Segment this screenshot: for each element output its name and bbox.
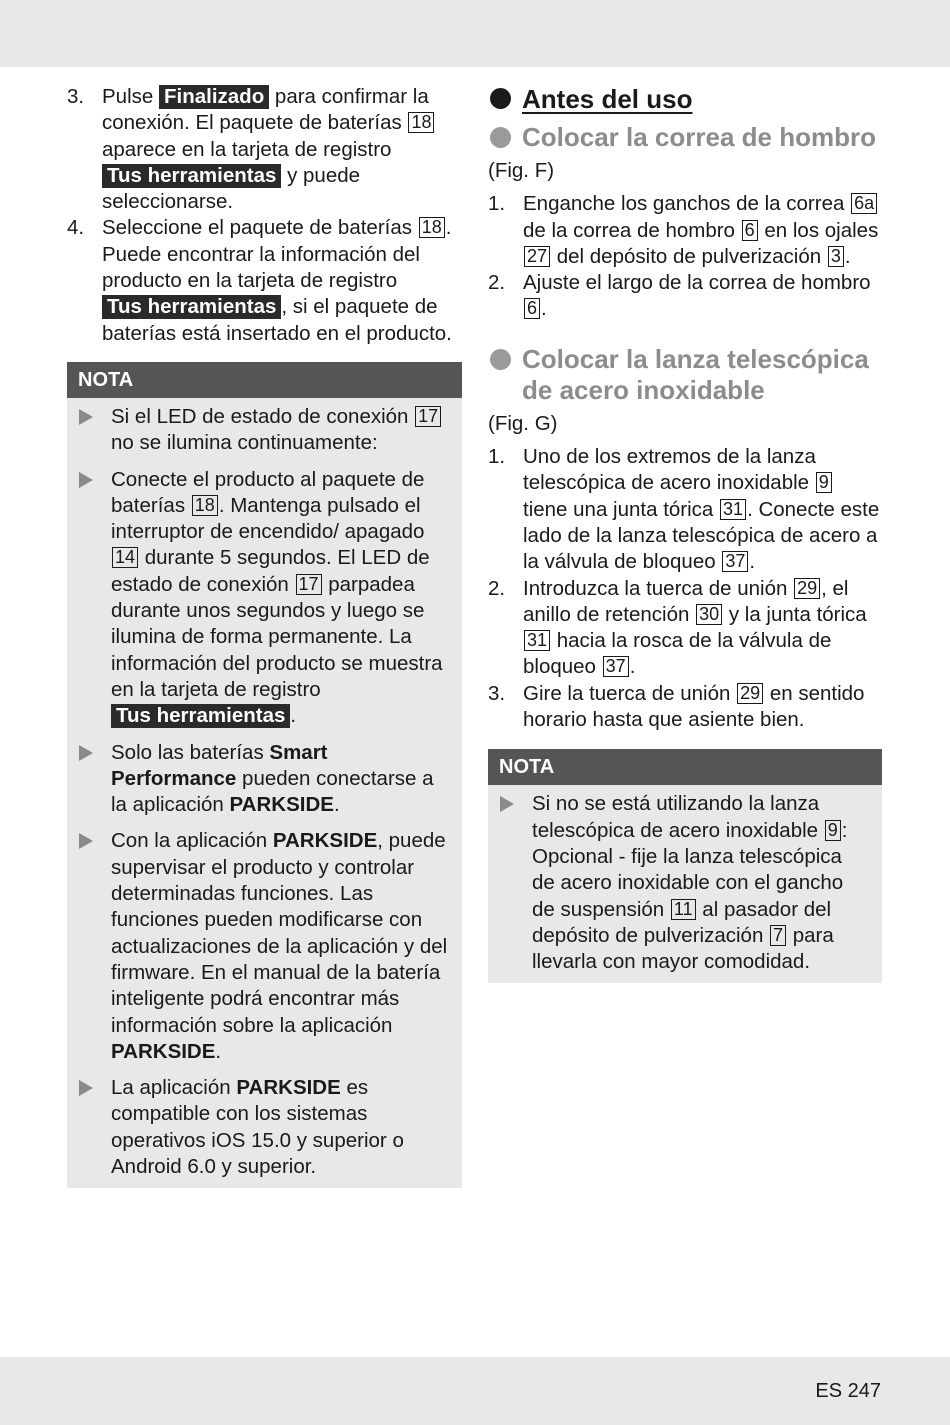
section-heading (488, 84, 882, 114)
bold-text: Smart Performance (111, 740, 328, 790)
step-text: , el anillo de retención (523, 576, 849, 626)
step-number: 2. (488, 271, 506, 295)
step-text: Gire la tuerca de unión (523, 681, 737, 705)
step-text: Pulse (102, 85, 159, 108)
part-reference: 6a (851, 193, 877, 214)
note-text: . (333, 793, 340, 817)
note-item (499, 791, 868, 975)
triangle-bullet-icon (79, 472, 93, 488)
triangle-bullet-icon (79, 409, 93, 425)
bold-text: PARKSIDE (272, 829, 378, 853)
note-item (78, 828, 448, 1065)
part-reference: 31 (524, 630, 550, 651)
part-reference: 27 (524, 246, 550, 267)
part-reference: 14 (112, 547, 138, 568)
part-reference: 18 (419, 217, 445, 238)
bullet-dot-icon (490, 349, 511, 370)
step-text: . (844, 244, 851, 268)
note-box (488, 749, 882, 983)
list-item (488, 681, 882, 734)
step-text: , si el paquete de baterías está insertado en el producto. (102, 295, 452, 345)
triangle-bullet-icon (79, 1080, 93, 1096)
step-list (488, 444, 882, 733)
part-reference: 37 (722, 551, 748, 572)
step-text: Uno de los extremos de la lanza telescópica de acero inoxidable (523, 445, 816, 495)
part-reference: 17 (415, 406, 441, 427)
step-text: y puede seleccionarse. (102, 163, 361, 214)
note-text: no se ilumina continuamente: (111, 431, 378, 455)
note-text: Si no se está utilizando la lanza telescópica de acero inoxidable (532, 792, 824, 842)
part-reference: 29 (737, 683, 763, 704)
step-text: en sentido horario hasta que asiente bien. (523, 681, 865, 732)
left-column (67, 84, 462, 1188)
subsection-heading (488, 122, 882, 153)
step-text: de la correa de hombro (523, 218, 741, 242)
step-number: 1. (488, 192, 506, 216)
page-number: ES 247 (815, 1380, 881, 1402)
list-item (488, 191, 882, 270)
step-text: para confirmar la conexión. El paquete de baterías (102, 85, 429, 135)
note-text: : Opcional - fije la lanza telescópica de acero inoxidable con el gancho de suspensión (532, 818, 848, 921)
part-reference: 17 (296, 574, 322, 595)
triangle-bullet-icon (500, 796, 514, 812)
note-title: NOTA (67, 362, 462, 398)
note-item (78, 740, 448, 819)
note-item (78, 1075, 448, 1180)
note-text: pueden conectarse a la aplicación (111, 766, 434, 817)
note-text: . (290, 704, 297, 728)
note-text: Con la aplicación (111, 829, 273, 853)
step-text: del depósito de pulverización (551, 244, 827, 268)
list-item (488, 270, 882, 323)
note-text: Solo las baterías (111, 740, 270, 764)
list-item (488, 444, 882, 575)
step-list (67, 84, 462, 347)
heading-text: Antes del uso (522, 84, 693, 114)
heading-text: Colocar la correa de hombro (522, 122, 876, 152)
step-number: 4. (67, 216, 85, 240)
bold-text: PARKSIDE (236, 1076, 341, 1100)
step-text: Ajuste el largo de la correa de hombro (523, 271, 871, 295)
right-column (488, 84, 882, 983)
list-item (67, 84, 462, 215)
part-reference: 3 (828, 246, 844, 267)
ui-label-tus-herramientas: Tus herramientas (111, 704, 290, 728)
part-reference: 18 (192, 495, 218, 516)
list-item (67, 215, 462, 346)
step-text: . (629, 655, 636, 679)
triangle-bullet-icon (79, 745, 93, 761)
ui-label-tus-herramientas: Tus herramientas (102, 295, 281, 319)
step-text: aparece en la tarjeta de registro (102, 137, 392, 161)
step-list (488, 191, 882, 322)
note-item (78, 467, 448, 730)
note-box (67, 362, 462, 1188)
part-reference: 9 (816, 472, 832, 493)
part-reference: 30 (696, 604, 722, 625)
header-band (0, 0, 950, 67)
note-text: es compatible con los sistemas operativos iOS 15.0 y superior o Android 6.0 y superior. (111, 1076, 404, 1178)
note-item (78, 404, 448, 457)
part-reference: 31 (720, 499, 746, 520)
heading-text: Colocar la lanza telescópica de acero inoxidable (522, 343, 869, 405)
part-reference: 37 (603, 656, 629, 677)
note-text: para llevarla con mayor comodidad. (532, 923, 834, 974)
part-reference: 7 (770, 925, 786, 946)
ui-label-tus-herramientas: Tus herramientas (102, 164, 281, 188)
step-number: 1. (488, 445, 506, 469)
step-text: en los ojales (758, 218, 879, 242)
step-number: 3. (488, 681, 506, 705)
part-reference: 6 (742, 220, 758, 241)
step-text: . Puede encontrar la información del producto en la tarjeta de registro (102, 216, 452, 293)
step-text: . (749, 550, 756, 574)
note-text: al pasador del depósito de pulverización (532, 897, 832, 947)
part-reference: 29 (794, 578, 820, 599)
part-reference: 6 (524, 298, 540, 319)
note-text: durante 5 segundos. El LED de estado de conexión (111, 546, 430, 596)
note-body (67, 398, 462, 1188)
bullet-dot-icon (490, 88, 511, 109)
figure-reference: (Fig. G) (488, 411, 558, 435)
note-text: parpadea durante unos segundos y luego se ilumina de forma permanente. La información del producto se muestra en la tarjeta de registro (111, 572, 443, 701)
note-text: . Mantenga pulsado el interruptor de encendido/ apagado (111, 493, 425, 544)
bullet-dot-icon (490, 127, 511, 148)
note-text: . (215, 1039, 222, 1063)
part-reference: 18 (408, 112, 434, 133)
list-item (488, 576, 882, 681)
part-reference: 11 (671, 899, 696, 920)
step-text: . Conecte este lado de la lanza telescópica de acero a la válvula de bloqueo (523, 497, 880, 574)
footer-band (0, 1357, 950, 1425)
subsection-heading (488, 344, 882, 406)
triangle-bullet-icon (79, 833, 93, 849)
ui-label-finalizado: Finalizado (159, 85, 269, 109)
step-number: 3. (67, 85, 85, 108)
bold-text: PARKSIDE (229, 793, 334, 817)
note-text: La aplicación (111, 1076, 237, 1100)
part-reference: 9 (825, 820, 841, 841)
bold-text: PARKSIDE (111, 1039, 216, 1063)
note-title: NOTA (488, 749, 882, 785)
step-text: . (541, 297, 547, 321)
step-text: hacia la rosca de la válvula de bloqueo (523, 629, 832, 679)
step-text: Seleccione el paquete de baterías (102, 216, 418, 240)
step-text: tiene una junta tórica (523, 497, 720, 521)
step-text: Introduzca la tuerca de unión (523, 576, 794, 600)
note-body (488, 785, 882, 983)
step-text: Enganche los ganchos de la correa (523, 192, 851, 216)
note-text: Conecte el producto al paquete de baterías (111, 467, 425, 517)
note-text: Si el LED de estado de conexión (111, 404, 415, 428)
step-text: y la junta tórica (723, 602, 867, 626)
figure-reference: (Fig. F) (488, 159, 555, 182)
step-number: 2. (488, 576, 506, 600)
note-text: , puede supervisar el producto y controlar determinadas funciones. Las funciones pueden modificarse con actualizaciones de la aplicación y del firmware. En el manual de la batería inteligente podrá encontrar más información sobre la aplicación (111, 829, 448, 1037)
